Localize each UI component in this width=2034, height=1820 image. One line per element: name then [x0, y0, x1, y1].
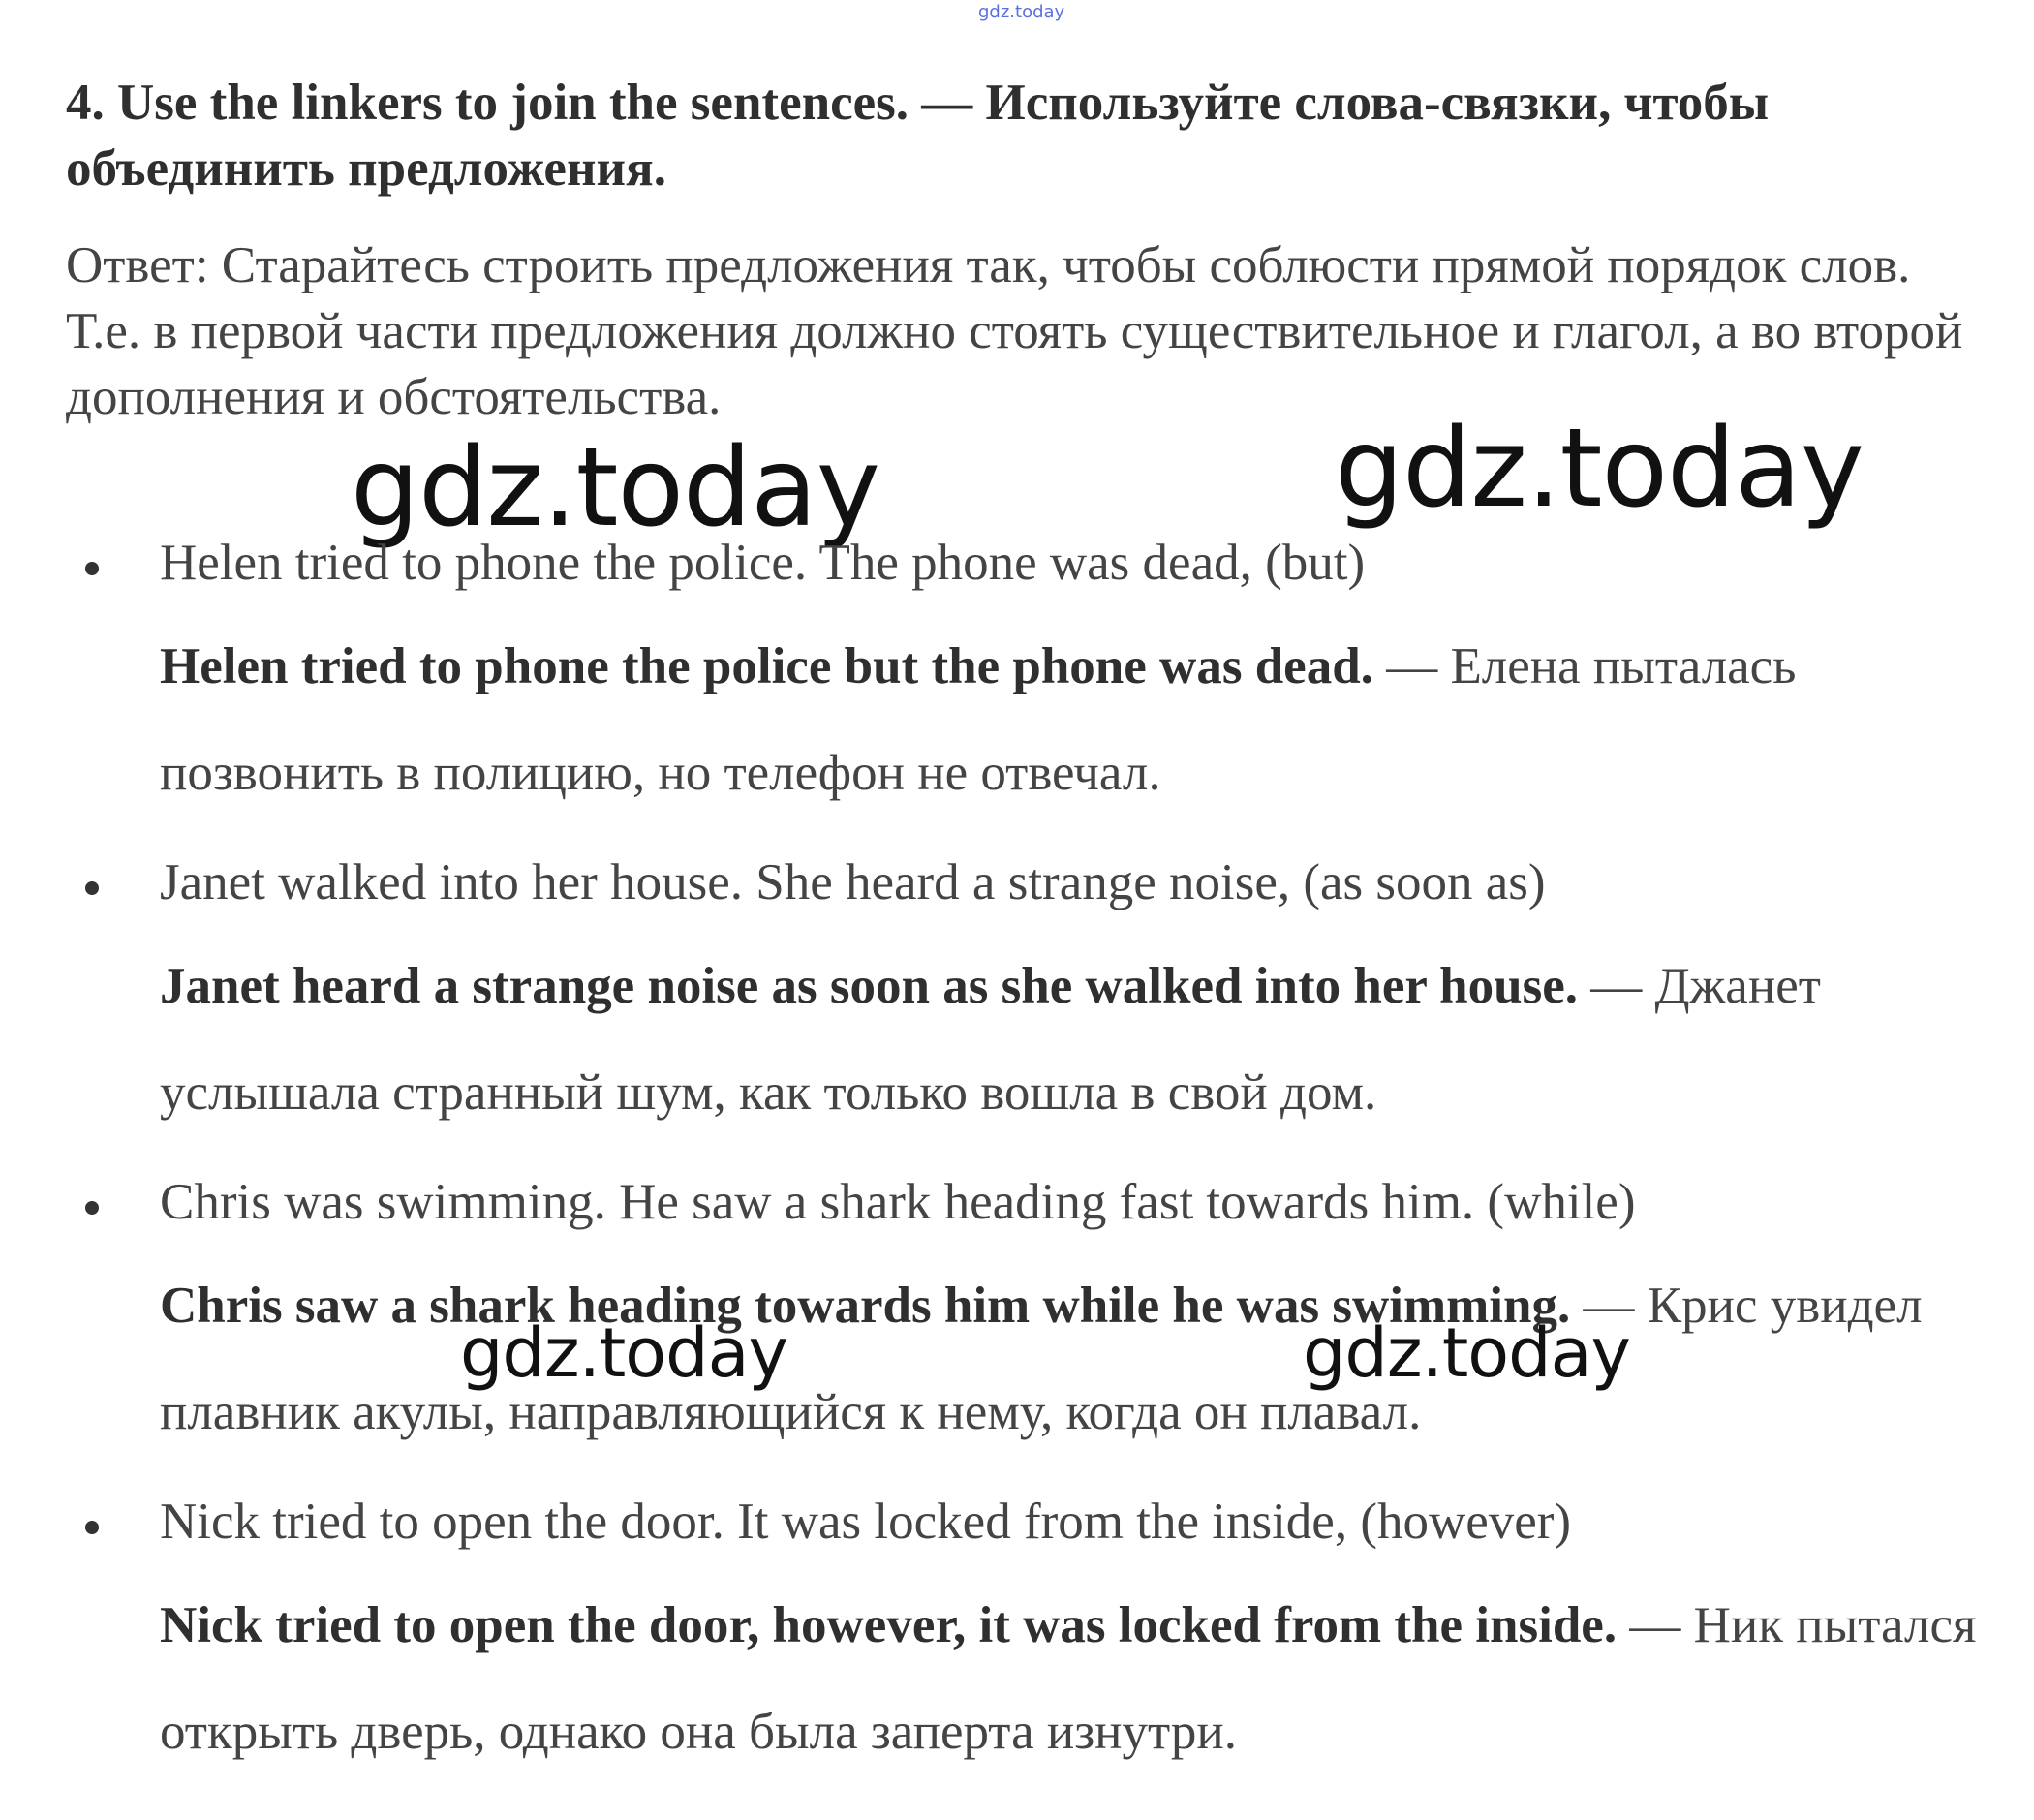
watermark: gdz.today — [351, 425, 880, 551]
watermark: gdz.today — [1303, 1313, 1630, 1393]
watermark: gdz.today — [1335, 406, 1864, 532]
bullet-icon — [85, 1201, 99, 1215]
answer-english: Chris saw a shark heading towards him while he was swimming. — [160, 1278, 1571, 1334]
item-answer — [160, 933, 1990, 1146]
item-question: Chris was swimming. He saw a shark heading fast towards him. (while) — [160, 1174, 1636, 1230]
item-answer — [160, 1252, 1990, 1465]
answer-english: Nick tried to open the door, however, it was locked from the inside. — [160, 1597, 1618, 1653]
exercise-title: 4. Use the linkers to join the sentences. — Используйте слова-связки, чтобы объединить предложения. — [66, 75, 1770, 197]
answer-russian: — Елена пыталась позвонить в полицию, но телефон не отвечал. — [160, 638, 1797, 801]
answer-russian: — Крис увидел плавник акулы, направляющийся к нему, когда он плавал. — [160, 1278, 1923, 1440]
bullet-icon — [85, 562, 99, 575]
item-question: Janet walked into her house. She heard a strange noise, (as soon as) — [160, 854, 1546, 910]
item-answer — [160, 613, 1990, 826]
item-question: Nick tried to open the door. It was locked from the inside, (however) — [160, 1494, 1572, 1550]
answer-russian: — Ник пытался открыть дверь, однако она была заперта изнутри. — [160, 1597, 1977, 1760]
answer-english: Helen tried to phone the police but the phone was dead. — [160, 638, 1373, 694]
watermark-top: gdz.today — [978, 2, 1065, 22]
item-answer — [160, 1572, 1990, 1785]
bullet-icon — [85, 881, 99, 895]
bullet-icon — [85, 1521, 99, 1534]
answer-english: Janet heard a strange noise as soon as she walked into her house. — [160, 958, 1579, 1014]
answer-intro: Ответ: Старайтесь строить предложения так, чтобы соблюсти прямой порядок слов. Т.е. в первой части предложения должно стоять существительное и глагол, а во второй дополнения и обстоятельства. — [66, 237, 1963, 425]
answer-russian: — Джанет услышала странный шум, как только вошла в свой дом. — [160, 958, 1821, 1121]
watermark: gdz.today — [460, 1313, 787, 1393]
item-question: Helen tried to phone the police. The phone was dead, (but) — [160, 535, 1366, 591]
